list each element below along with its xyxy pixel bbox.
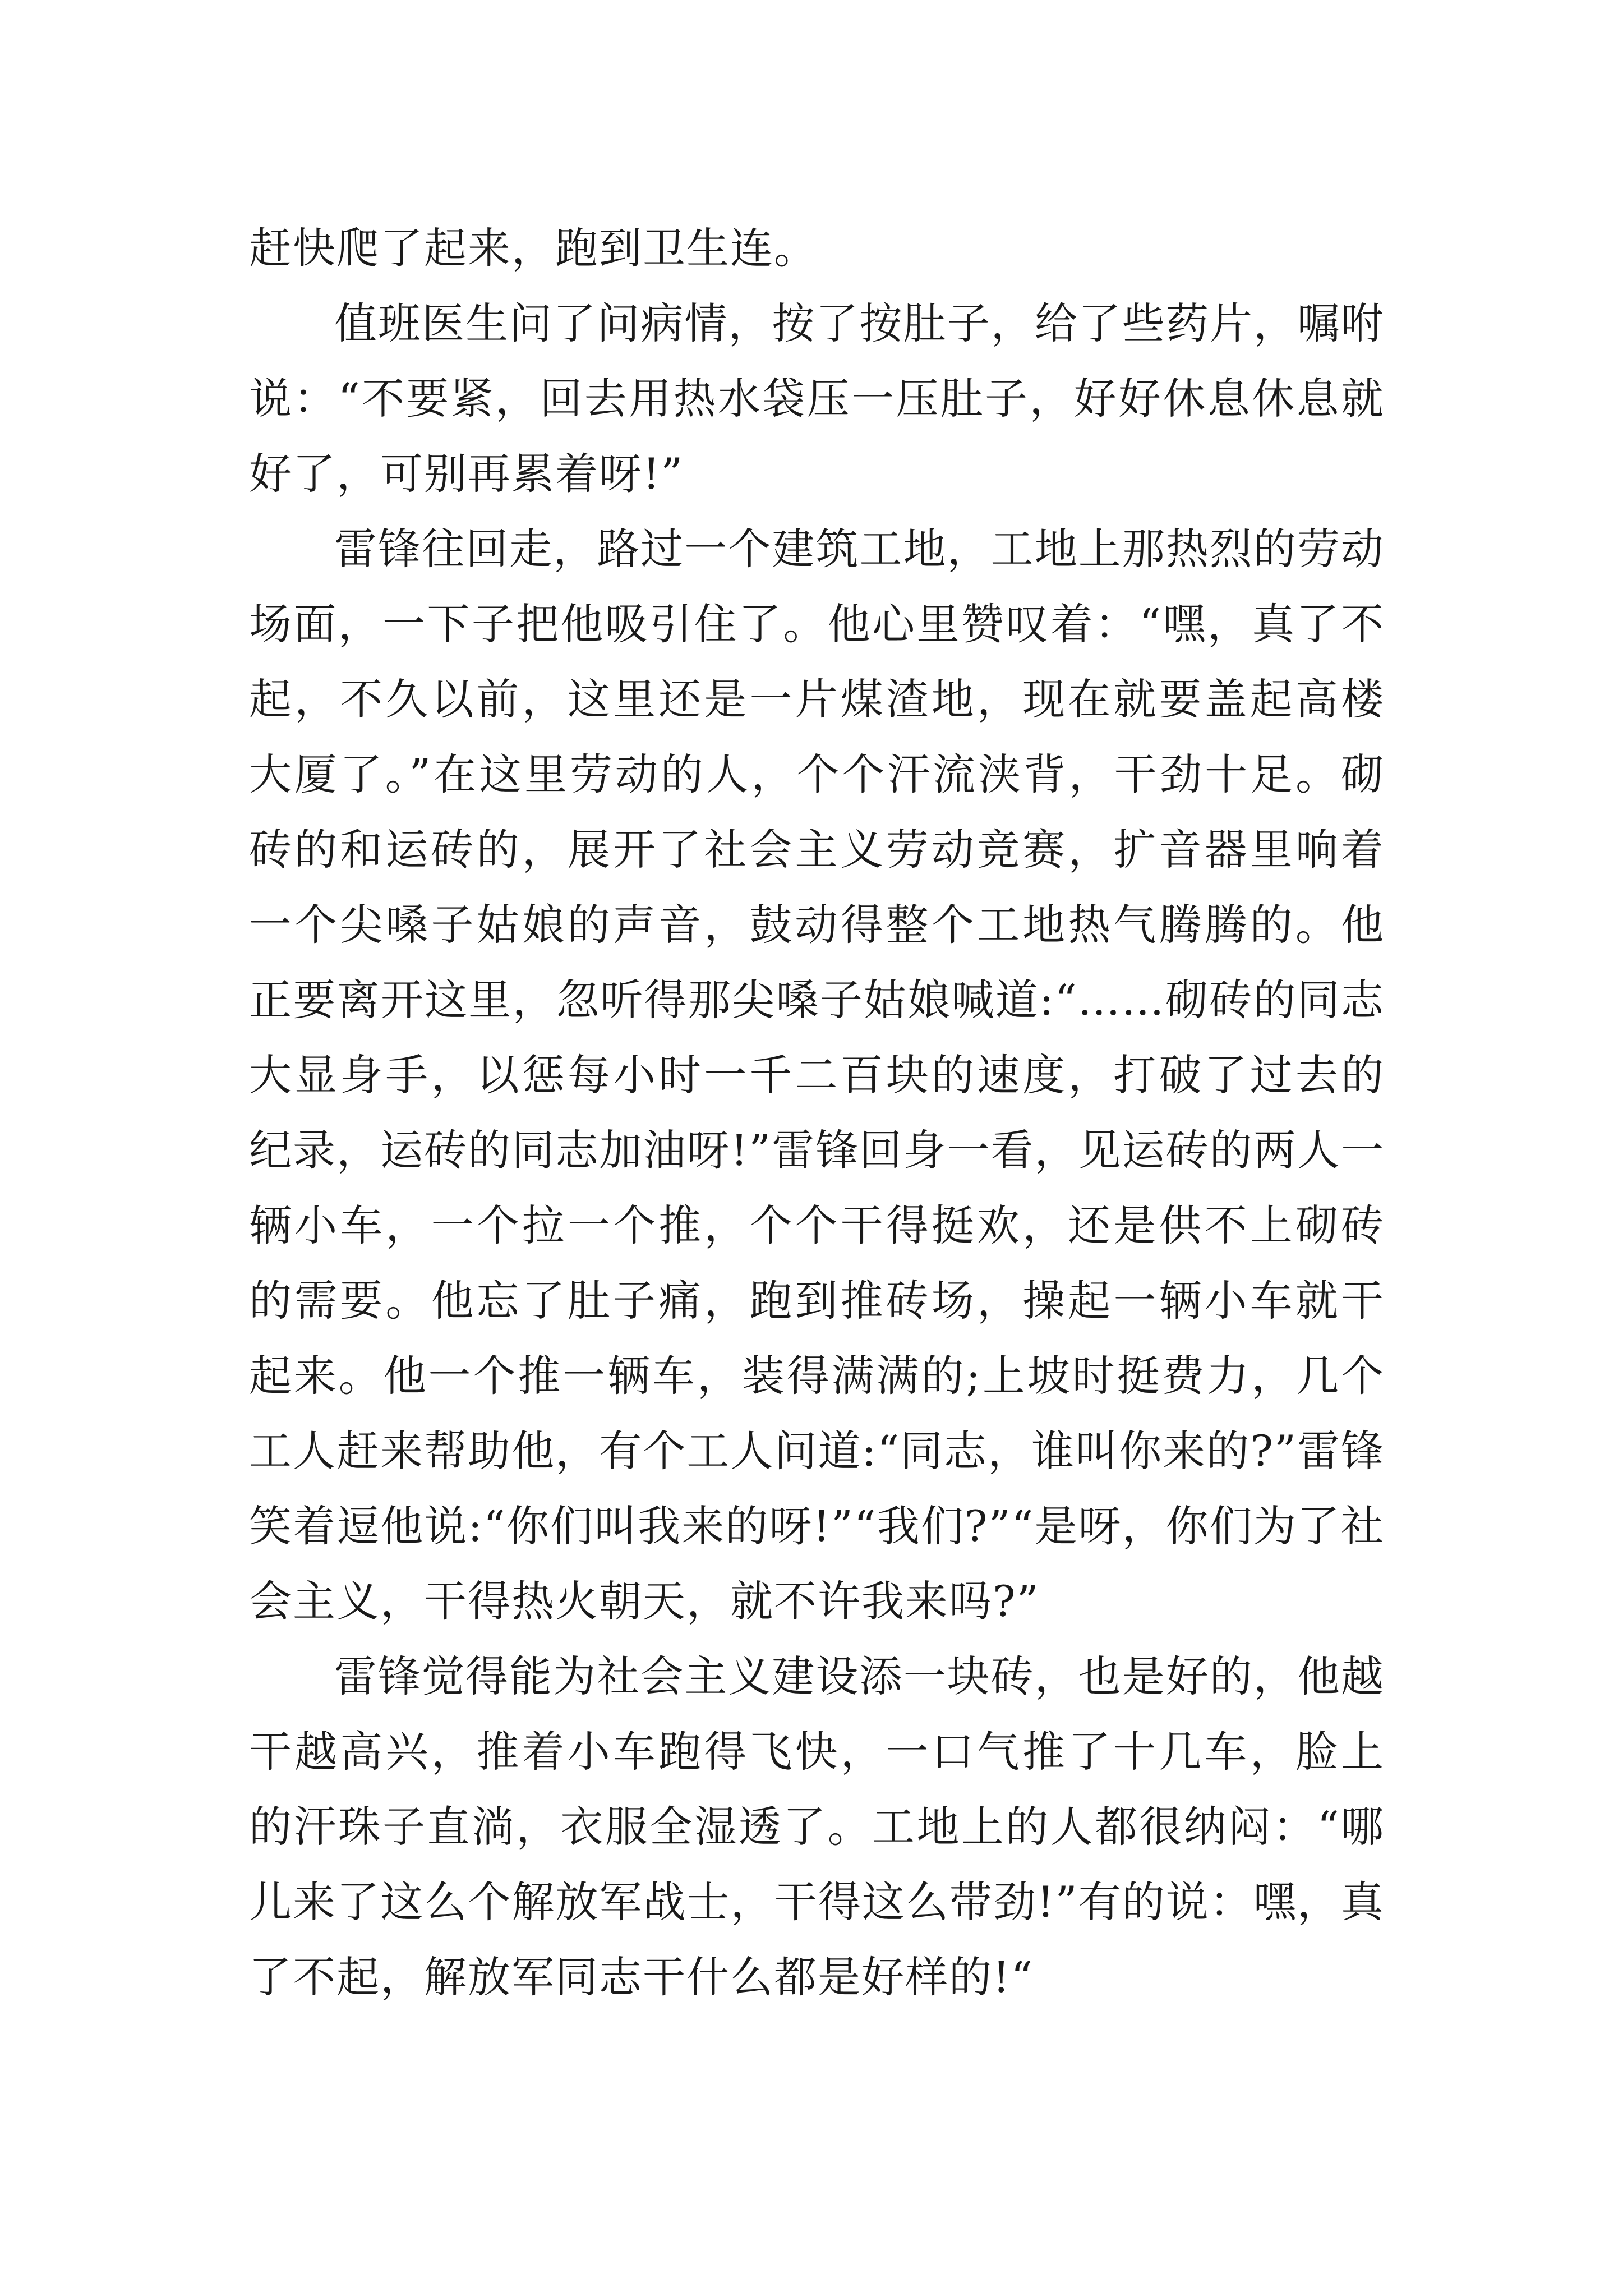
paragraph-2: 值班医生问了问病情，按了按肚子，给了些药片，嘱咐说：“不要紧，回去用热水袋压一压肚子，好好休息休息就好了，可别再累着呀!”	[249, 298, 1385, 499]
paragraph-4: 雷锋觉得能为社会主义建设添一块砖，也是好的，他越干越高兴，推着小车跑得飞快，一口气推了十几车，脸上的汗珠子直淌，衣服全湿透了。工地上的人都很纳闷：“哪儿来了这么个解放军战士，干得这么带劲!”有的说：嘿，真了不起，解放军同志干什么都是好样的!“	[249, 1651, 1385, 2002]
paragraph-1: 赶快爬了起来，跑到卫生连。	[249, 223, 818, 273]
paragraph-3: 雷锋往回走，路过一个建筑工地，工地上那热烈的劳动场面，一下子把他吸引住了。他心里赞叹着：“嘿，真了不起，不久以前，这里还是一片煤渣地，现在就要盖起高楼大厦了。”在这里劳动的人，个个汗流浃背，干劲十足。砌砖的和运砖的，展开了社会主义劳动竞赛，扩音器里响着一个尖嗓子姑娘的声音，鼓动得整个工地热气腾腾的。他正要离开这里，忽听得那尖嗓子姑娘喊道:“……砌砖的同志大显身手，以惩每小时一千二百块的速度，打破了过去的纪录，运砖的同志加油呀!”雷锋回身一看，见运砖的两人一辆小车，一个拉一个推，个个干得挺欢，还是供不上砌砖的需要。他忘了肚子痛，跑到推砖场，操起一辆小车就干起来。他一个推一辆车，装得满满的;上坡时挺费力，几个工人赶来帮助他，有个工人问道:“同志，谁叫你来的?”雷锋笑着逗他说:“你们叫我来的呀!”“我们?”“是呀，你们为了社会主义，干得热火朝天，就不许我来吗?”	[249, 524, 1385, 1626]
document-body	[249, 211, 1385, 2015]
